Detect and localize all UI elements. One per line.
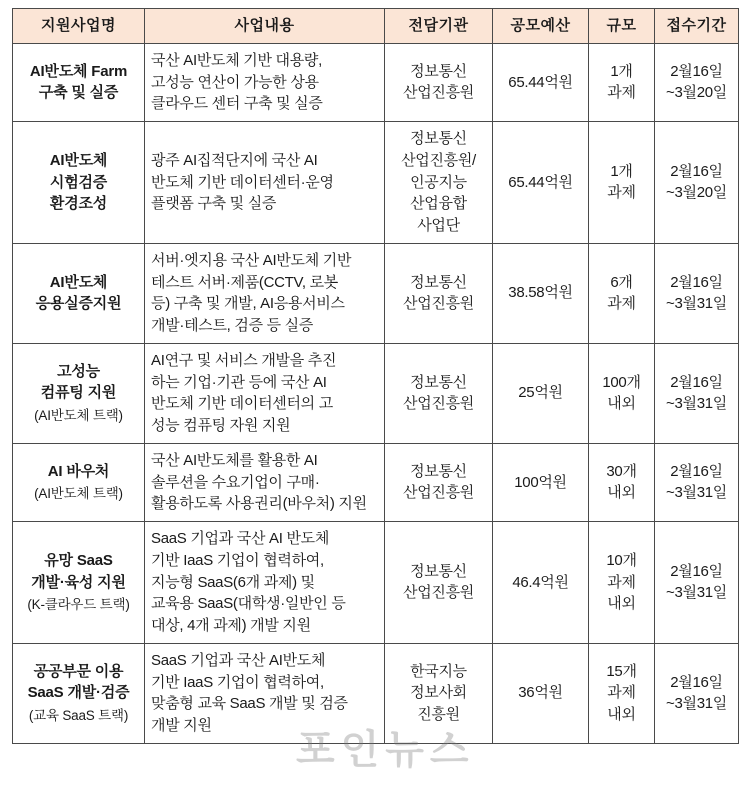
- cell-program-content: 서버·엣지용 국산 AI반도체 기반 테스트 서버·제품(CCTV, 로봇 등) 구축 및 개발, AI응용서비스 개발·테스트, 검증 등 실증: [145, 243, 385, 343]
- cell-agency: 한국지능 정보사회 진흥원: [385, 643, 493, 743]
- cell-program-content: AI연구 및 서비스 개발을 추진 하는 기업·기관 등에 국산 AI 반도체 기반 데이터센터의 고 성능 컴퓨팅 자원 지원: [145, 343, 385, 443]
- cell-budget: 25억원: [493, 343, 589, 443]
- cell-agency: 정보통신 산업진흥원: [385, 343, 493, 443]
- cell-scale: 30개 내외: [589, 443, 655, 521]
- cell-program-name-sub: (K-클라우드 트랙): [27, 597, 130, 613]
- table-row: [13, 243, 739, 343]
- cell-period: 2월16일 ~3월31일: [655, 343, 739, 443]
- column-header-period: 접수기간: [655, 9, 739, 44]
- cell-agency: 정보통신 산업진흥원: [385, 443, 493, 521]
- cell-scale: 100개 내외: [589, 343, 655, 443]
- grant-programs-table: [12, 8, 739, 744]
- cell-period: 2월16일 ~3월31일: [655, 443, 739, 521]
- column-header-program-content: 사업내용: [145, 9, 385, 44]
- cell-program-content: 국산 AI반도체를 활용한 AI 솔루션을 수요기업이 구매· 활용하도록 사용권리(바우처) 지원: [145, 443, 385, 521]
- cell-scale: 10개 과제 내외: [589, 522, 655, 644]
- table-row: [13, 122, 739, 244]
- cell-agency: 정보통신 산업진흥원/ 인공지능 산업융합 사업단: [385, 122, 493, 244]
- column-header-program-name: 지원사업명: [13, 9, 145, 44]
- cell-program-content: 국산 AI반도체 기반 대용량, 고성능 연산이 가능한 상용 클라우드 센터 구축 및 실증: [145, 43, 385, 121]
- cell-program-name: 유망 SaaS 개발·육성 지원 (K-클라우드 트랙): [13, 522, 145, 644]
- cell-budget: 38.58억원: [493, 243, 589, 343]
- table-row: [13, 522, 739, 644]
- cell-period: 2월16일 ~3월31일: [655, 243, 739, 343]
- column-header-budget: 공모예산: [493, 9, 589, 44]
- grant-programs-table-container: [12, 8, 738, 744]
- column-header-scale: 규모: [589, 9, 655, 44]
- cell-scale: 1개 과제: [589, 122, 655, 244]
- table-header: [13, 9, 739, 44]
- cell-program-name: AI반도체 Farm 구축 및 실증: [13, 43, 145, 121]
- cell-program-name-sub: (AI반도체 트랙): [34, 486, 123, 502]
- cell-scale: 1개 과제: [589, 43, 655, 121]
- cell-program-name: AI반도체 시험검증 환경조성: [13, 122, 145, 244]
- cell-budget: 46.4억원: [493, 522, 589, 644]
- cell-budget: 65.44억원: [493, 122, 589, 244]
- cell-program-name: 고성능 컴퓨팅 지원 (AI반도체 트랙): [13, 343, 145, 443]
- table-header-row: [13, 9, 739, 44]
- cell-program-name: AI반도체 응용실증지원: [13, 243, 145, 343]
- cell-period: 2월16일 ~3월31일: [655, 643, 739, 743]
- cell-agency: 정보통신 산업진흥원: [385, 522, 493, 644]
- cell-period: 2월16일 ~3월20일: [655, 122, 739, 244]
- table-row: [13, 443, 739, 521]
- column-header-agency: 전담기관: [385, 9, 493, 44]
- cell-program-name: 공공부문 이용 SaaS 개발·검증 (교육 SaaS 트랙): [13, 643, 145, 743]
- cell-agency: 정보통신 산업진흥원: [385, 43, 493, 121]
- cell-period: 2월16일 ~3월31일: [655, 522, 739, 644]
- table-row: [13, 343, 739, 443]
- cell-program-name: AI 바우처 (AI반도체 트랙): [13, 443, 145, 521]
- cell-scale: 6개 과제: [589, 243, 655, 343]
- cell-budget: 100억원: [493, 443, 589, 521]
- table-body: [13, 43, 739, 743]
- cell-program-content: SaaS 기업과 국산 AI반도체 기반 IaaS 기업이 협력하여, 맞춤형 교육 SaaS 개발 및 검증 개발 지원: [145, 643, 385, 743]
- cell-period: 2월16일 ~3월20일: [655, 43, 739, 121]
- table-row: [13, 43, 739, 121]
- cell-scale: 15개 과제 내외: [589, 643, 655, 743]
- cell-program-content: SaaS 기업과 국산 AI 반도체 기반 IaaS 기업이 협력하여, 지능형 SaaS(6개 과제) 및 교육용 SaaS(대학생·일반인 등 대상, 4개 과제) 개발 지원: [145, 522, 385, 644]
- watermark: 포인뉴스: [296, 728, 475, 772]
- cell-budget: 65.44억원: [493, 43, 589, 121]
- table-row: [13, 643, 739, 743]
- cell-program-name-sub: (교육 SaaS 트랙): [28, 708, 129, 724]
- cell-budget: 36억원: [493, 643, 589, 743]
- cell-agency: 정보통신 산업진흥원: [385, 243, 493, 343]
- cell-program-name-sub: (AI반도체 트랙): [34, 408, 123, 424]
- cell-program-content: 광주 AI집적단지에 국산 AI 반도체 기반 데이터센터·운영 플랫폼 구축 및 실증: [145, 122, 385, 244]
